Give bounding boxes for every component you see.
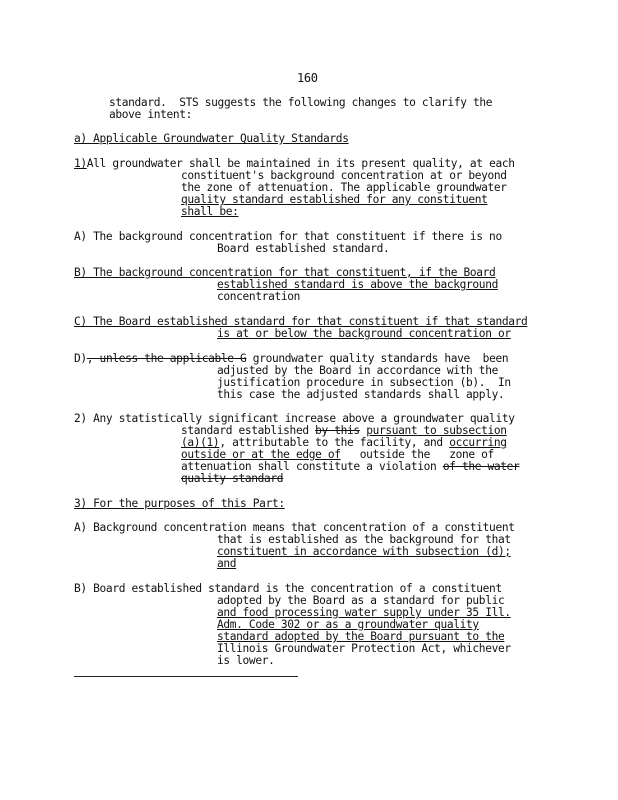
footnote-rule — [74, 676, 298, 677]
item-B1-line-1: B) The background concentration for that constituent, if the Board — [74, 266, 496, 279]
item-2-text-c: outside the zone of — [340, 448, 494, 461]
item-A1-line-2: Board established standard. — [217, 242, 390, 255]
item-B3-line-5: standard adopted by the Board pursuant to the — [217, 630, 505, 643]
item-B1-line-2: established standard is above the background — [217, 278, 498, 291]
heading-applicable-standards: a) Applicable Groundwater Quality Standards — [74, 132, 349, 145]
item-2-struck-b: of the water — [442, 460, 520, 473]
item-2-struck-a: by this — [315, 424, 360, 437]
item-2-underlined-a: pursuant to subsection — [366, 424, 507, 437]
item-2-text-d: attenuation shall constitute a violation — [181, 460, 443, 473]
item-A3-line-2: that is established as the background for that — [217, 533, 511, 546]
item-C1-line-2: is at or below the background concentration or — [217, 327, 511, 340]
item-1-label: 1) — [74, 157, 87, 170]
item-1-line-5: shall be: — [181, 205, 239, 218]
item-2-ref: (a)(1) — [181, 436, 220, 449]
item-1-line-4: quality standard established for any constituent — [181, 193, 488, 206]
item-2-text-a: standard established — [181, 424, 316, 437]
item-2-line-1: 2) Any statistically significant increase above a groundwater quality — [74, 412, 515, 425]
item-C1-line-1: C) The Board established standard for that constituent if that standard — [74, 315, 528, 328]
item-2-line-6: quality standard — [181, 472, 284, 485]
item-B3-line-2: adopted by the Board as a standard for public — [217, 594, 505, 607]
item-B3-line-7: is lower. — [217, 654, 275, 667]
item-B3-line-3: and food processing water supply under 35 Ill. — [217, 606, 511, 619]
item-A3-line-1: A) Background concentration means that concentration of a constituent — [74, 521, 515, 534]
item-B3-line-1: B) Board established standard is the concentration of a constituent — [74, 582, 502, 595]
item-1-text: All groundwater shall be maintained in its present quality, at each — [86, 157, 515, 170]
item-D1-struck: , unless the applicable G — [86, 352, 247, 365]
item-B3-line-6: Illinois Groundwater Protection Act, whichever — [217, 642, 511, 655]
item-A3-line-3: constituent in accordance with subsection (d); — [217, 545, 511, 558]
item-B1-line-3: concentration — [217, 290, 301, 303]
item-2-text-b: , attributable to the facility, and — [219, 436, 450, 449]
item-D1-label: D) — [74, 352, 87, 365]
item-D1-line-2: adjusted by the Board in accordance with the — [217, 364, 498, 377]
item-A3-line-4: and — [217, 557, 237, 570]
item-1-line-2: constituent's background concentration at or beyond — [181, 169, 507, 182]
item-B3-line-4: Adm. Code 302 or as a groundwater quality — [217, 618, 479, 631]
item-D1-rest: groundwater quality standards have been — [246, 352, 509, 365]
item-3-heading: 3) For the purposes of this Part: — [74, 497, 285, 510]
intro-line-2: above intent: — [109, 108, 193, 121]
item-1-line-3: the zone of attenuation. The applicable groundwater — [181, 181, 507, 194]
item-2-underlined-c: outside or at the edge of — [181, 448, 341, 461]
item-A1-line-1: A) The background concentration for that constituent if there is no — [74, 230, 502, 243]
page-number: 160 — [297, 71, 318, 85]
intro-line-1: standard. STS suggests the following changes to clarify the — [109, 96, 493, 109]
item-2-underlined-b: occurring — [449, 436, 507, 449]
item-D1-line-3: justification procedure in subsection (b). In — [217, 376, 511, 389]
item-D1-line-4: this case the adjusted standards shall apply. — [217, 388, 505, 401]
